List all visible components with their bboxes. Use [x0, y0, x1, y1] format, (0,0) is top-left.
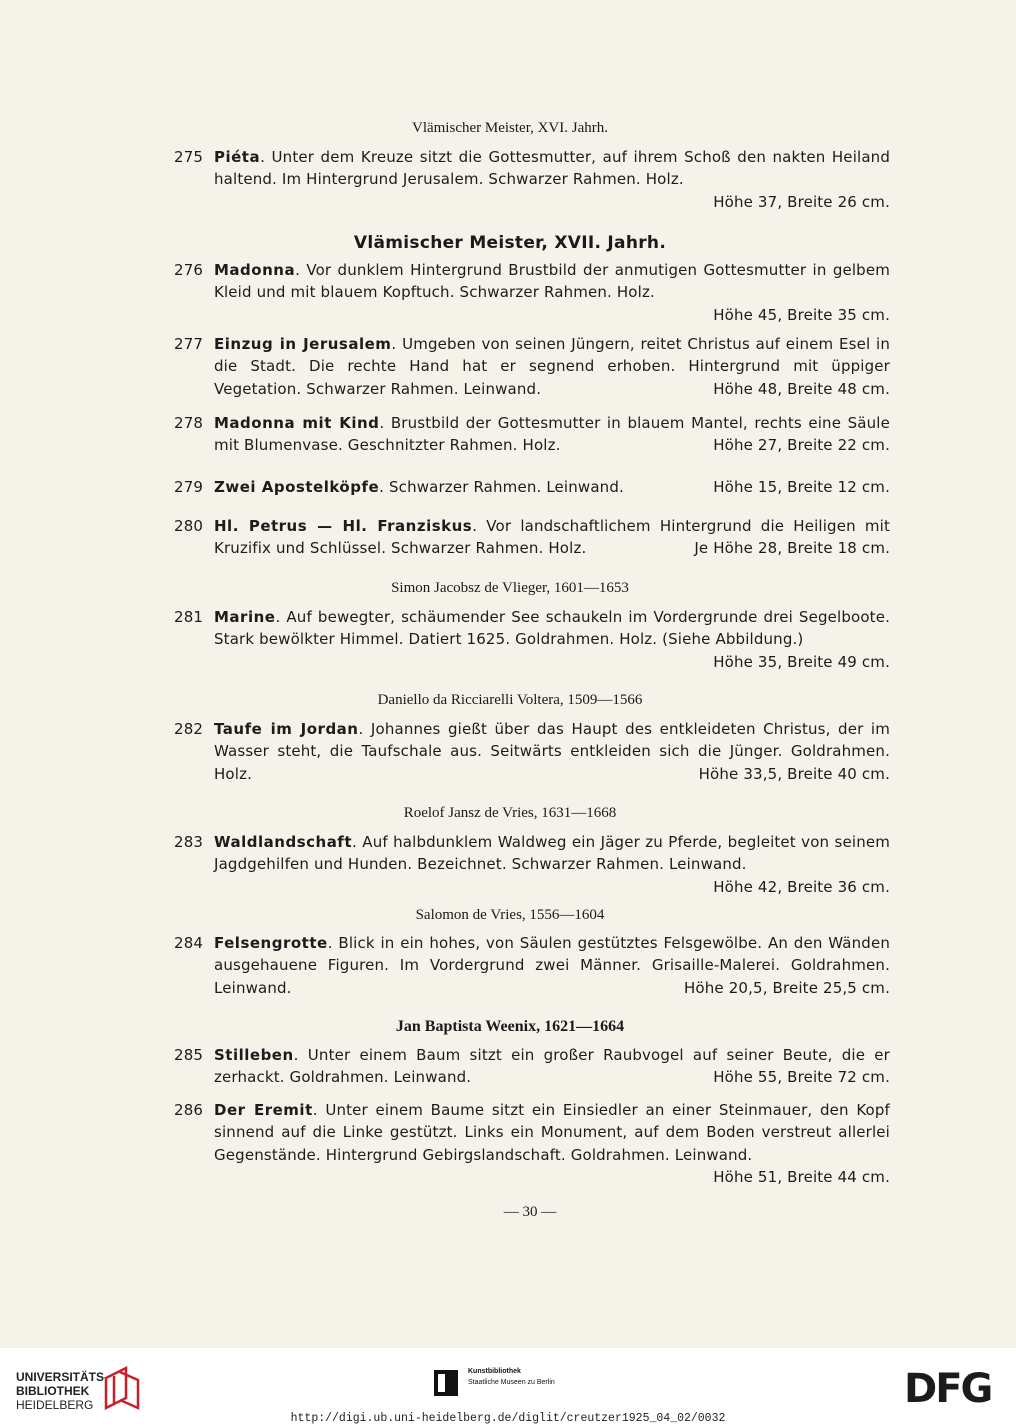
catalog-entry: 278 Madonna mit Kind. Brustbild der Gottesmutter in blauem Mantel, rechts eine Säule mit Blumenvase. Geschnitzter Rahmen. Holz. Höhe 27, Breite 22 cm. — [174, 412, 890, 457]
entry-description: Unter einem Baum sitzt ein großer Raubvogel auf seiner Beute, die er zerhackt. Goldrahmen. Leinwand. — [214, 1046, 890, 1087]
entry-number: 275 — [174, 148, 204, 166]
kunstbibliothek-label — [468, 1366, 555, 1388]
uni-line-3: HEIDELBERG — [16, 1398, 94, 1412]
catalog-entry: 283 Waldlandschaft. Auf halbdunklem Waldweg ein Jäger zu Pferde, begleitet von seinem Jagdgehilfen und Hunden. Bezeichnet. Schwarzer Rahmen. Leinwand. Höhe 42, Breite 36 cm. — [174, 831, 890, 898]
entry-dimensions: Höhe 55, Breite 72 cm. — [713, 1068, 890, 1087]
entry-title: Piéta — [214, 148, 261, 166]
catalog-entry: 282 Taufe im Jordan. Johannes gießt über das Haupt des entkleideten Christus, der im Wasser steht, die Taufschale aus. Seitwärts entkleiden sich die Jünger. Goldrahmen. Holz. Höhe 33,5, Breite 40 cm. — [174, 718, 890, 785]
section-heading: Vlämischer Meister, XVI. Jahrh. — [411, 120, 608, 136]
section-heading: Jan Baptista Weenix, 1621—1664 — [395, 1018, 625, 1035]
kunstbibliothek-logo-icon — [434, 1370, 458, 1396]
section-heading: Daniello da Ricciarelli Voltera, 1509—1566 — [377, 692, 643, 708]
entry-dimensions: Höhe 15, Breite 12 cm. — [713, 478, 890, 496]
entry-title: Marine — [214, 608, 276, 626]
entry-description: Umgeben von seinen Jüngern, reitet Christus auf einem Esel in die Stadt. Die rechte Hand hat er segnend erhoben. Hintergrund mit üppiger Vegetation. Schwarzer Rahmen. Leinwand. — [214, 335, 891, 398]
entry-dimensions: Je Höhe 28, Breite 18 cm. — [694, 539, 890, 558]
entry-dimensions: Höhe 33,5, Breite 40 cm. — [698, 764, 890, 783]
page-number: — 30 — — [503, 1204, 557, 1220]
entry-title: Madonna — [214, 261, 296, 279]
section-heading: Vlämischer Meister, XVII. Jahrh. — [353, 233, 667, 253]
entry-number: 281 — [174, 608, 204, 626]
entry-number: 278 — [174, 414, 204, 432]
entry-title: Der Eremit — [214, 1101, 313, 1119]
entry-description: Schwarzer Rahmen. Leinwand. — [389, 478, 624, 496]
entry-description: Auf halbdunklem Waldweg ein Jäger zu Pferde, begleitet von seinem Jagdgehilfen und Hunden. Bezeichnet. Schwarzer Rahmen. Leinwand. — [214, 833, 891, 874]
source-url[interactable]: http://digi.ub.uni-heidelberg.de/diglit/creutzer1925_04_02/0032 — [290, 1412, 726, 1425]
entry-dimensions: Höhe 48, Breite 48 cm. — [713, 379, 890, 398]
section-heading: Simon Jacobsz de Vlieger, 1601—1653 — [391, 580, 629, 596]
kb-line-2: Staatliche Museen zu Berlin — [468, 1379, 555, 1386]
dfg-logo: DFG — [904, 1366, 992, 1412]
section-heading: Roelof Jansz de Vries, 1631—1668 — [403, 805, 617, 821]
entry-dimensions: Höhe 20,5, Breite 25,5 cm. — [684, 978, 890, 997]
entry-number: 283 — [174, 833, 204, 851]
catalog-entry: 286 Der Eremit. Unter einem Baume sitzt ein Einsiedler an einer Steinmauer, den Kopf sinnend auf die Linke gestützt. Links ein Monument, auf dem Boden verstreut allerlei Gegenstände. Hintergrund Gebirgslandschaft. Goldrahmen. Leinwand. Höhe 51, Breite 44 cm. — [174, 1099, 890, 1188]
catalog-entry: 275 Piéta. Unter dem Kreuze sitzt die Gottesmutter, auf ihrem Schoß den nakten Heiland haltend. Im Hintergrund Jerusalem. Schwarzer Rahmen. Holz. Höhe 37, Breite 26 cm. — [174, 146, 890, 213]
catalog-entry: 280 Hl. Petrus — Hl. Franziskus. Vor landschaftlichem Hintergrund die Heiligen mit Kruzifix und Schlüssel. Schwarzer Rahmen. Holz. Je Höhe 28, Breite 18 cm. — [174, 515, 890, 560]
entry-number: 286 — [174, 1101, 204, 1119]
entry-dimensions: Höhe 45, Breite 35 cm. — [713, 305, 890, 324]
entry-number: 279 — [174, 478, 204, 496]
entry-number: 284 — [174, 934, 204, 952]
entry-number: 280 — [174, 517, 204, 535]
entry-dimensions: Höhe 51, Breite 44 cm. — [713, 1167, 890, 1186]
university-logo-icon — [102, 1364, 142, 1410]
entry-description: Vor dunklem Hintergrund Brustbild der anmutigen Gottesmutter in gelbem Kleid und mit blauem Kopftuch. Schwarzer Rahmen. Holz. — [214, 261, 890, 302]
entry-title: Taufe im Jordan — [214, 720, 359, 738]
entry-number: 276 — [174, 261, 204, 279]
kb-line-1: Kunstbibliothek — [468, 1368, 521, 1375]
section-heading: Salomon de Vries, 1556—1604 — [415, 907, 605, 923]
catalog-entry: 276 Madonna. Vor dunklem Hintergrund Brustbild der anmutigen Gottesmutter in gelbem Kleid und mit blauem Kopftuch. Schwarzer Rahmen. Holz. Höhe 45, Breite 35 cm. — [174, 259, 890, 326]
entry-title: Zwei Apostelköpfe — [214, 478, 380, 496]
catalog-entry: 279 Zwei Apostelköpfe. Schwarzer Rahmen. Leinwand. Höhe 15, Breite 12 cm. — [174, 476, 890, 498]
entry-title: Felsengrotte — [214, 934, 328, 952]
university-library-label — [16, 1370, 108, 1412]
catalog-entry: 284 Felsengrotte. Blick in ein hohes, von Säulen gestütztes Felsgewölbe. An den Wänden ausgehauene Figuren. Im Vordergrund zwei Männer. Grisaille-Malerei. Goldrahmen. Leinwand. Höhe 20,5, Breite 25,5 cm. — [174, 932, 890, 999]
entry-description: Unter einem Baume sitzt ein Einsiedler an einer Steinmauer, den Kopf sinnend auf die Linke gestützt. Links ein Monument, auf dem Boden verstreut allerlei Gegenstände. Hintergrund Gebirgslandschaft. Goldrahmen. Leinwand. — [214, 1101, 890, 1164]
footer-bar — [0, 1348, 1016, 1427]
catalog-entry: 281 Marine. Auf bewegter, schäumender See schaukeln im Vordergrunde drei Segelboote. Stark bewölkter Himmel. Datiert 1625. Goldrahmen. Holz. (Siehe Abbildung.) Höhe 35, Breite 49 cm. — [174, 606, 890, 673]
entry-description: Blick in ein hohes, von Säulen gestütztes Felsgewölbe. An den Wänden ausgehauene Figuren. Im Vordergrund zwei Männer. Grisaille-Malerei. Goldrahmen. Leinwand. — [214, 934, 890, 997]
uni-line-2: BIBLIOTHEK — [16, 1384, 90, 1398]
catalog-entry: 285 Stilleben. Unter einem Baum sitzt ein großer Raubvogel auf seiner Beute, die er zerhackt. Goldrahmen. Leinwand. Höhe 55, Breite 72 cm. — [174, 1044, 890, 1089]
entry-number: 282 — [174, 720, 204, 738]
entry-dimensions: Höhe 27, Breite 22 cm. — [713, 436, 890, 455]
entry-title: Hl. Petrus — Hl. Franziskus — [214, 517, 473, 535]
entry-dimensions: Höhe 37, Breite 26 cm. — [713, 192, 890, 211]
entry-description: Vor landschaftlichem Hintergrund die Heiligen mit Kruzifix und Schlüssel. Schwarzer Rahmen. Holz. — [214, 517, 890, 558]
entry-description: Johannes gießt über das Haupt des entkleideten Christus, der im Wasser steht, die Taufschale aus. Seitwärts entkleiden sich die Jünger. Goldrahmen. Holz. — [214, 720, 890, 783]
entry-description: Auf bewegter, schäumender See schaukeln im Vordergrunde drei Segelboote. Stark bewölkter Himmel. Datiert 1625. Goldrahmen. Holz. (Siehe Abbildung.) — [214, 608, 890, 649]
entry-number: 277 — [174, 335, 204, 353]
entry-title: Stilleben — [214, 1046, 294, 1064]
uni-line-1: UNIVERSITÄTS- — [16, 1370, 109, 1384]
entry-title: Waldlandschaft — [214, 833, 353, 851]
entry-title: Einzug in Jerusalem — [214, 335, 392, 353]
catalog-entry: 277 Einzug in Jerusalem. Umgeben von seinen Jüngern, reitet Christus auf einem Esel in die Stadt. Die rechte Hand hat er segnend erhoben. Hintergrund mit üppiger Vegetation. Schwarzer Rahmen. Leinwand. Höhe 48, Breite 48 cm. — [174, 333, 890, 400]
entry-description: Brustbild der Gottesmutter in blauem Mantel, rechts eine Säule mit Blumenvase. Geschnitzter Rahmen. Holz. — [214, 414, 890, 455]
entry-title: Madonna mit Kind — [214, 414, 380, 432]
entry-dimensions: Höhe 35, Breite 49 cm. — [713, 652, 890, 671]
entry-number: 285 — [174, 1046, 204, 1064]
entry-description: Unter dem Kreuze sitzt die Gottesmutter, auf ihrem Schoß den nakten Heiland haltend. Im Hintergrund Jerusalem. Schwarzer Rahmen. Holz. — [214, 148, 890, 189]
entry-dimensions: Höhe 42, Breite 36 cm. — [713, 877, 890, 896]
